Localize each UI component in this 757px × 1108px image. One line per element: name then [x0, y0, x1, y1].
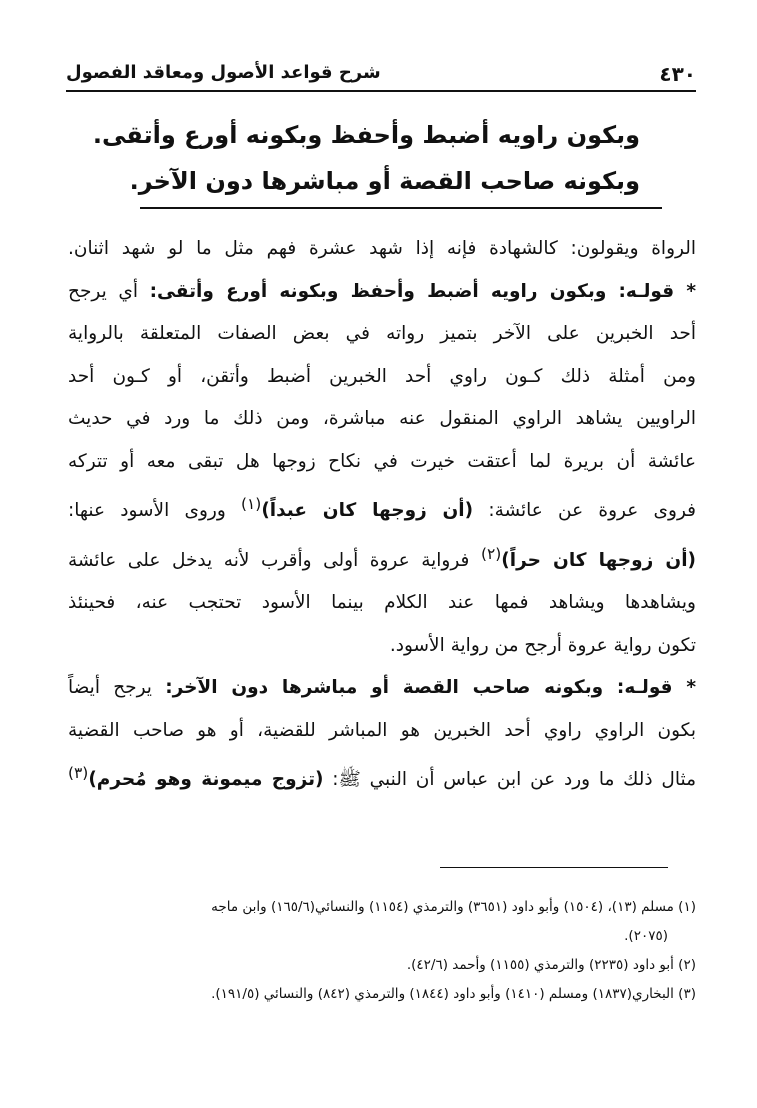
footnote-ref: (٢)	[480, 544, 502, 563]
body-text: تكون رواية عروة أرجح من رواية الأسود.	[389, 634, 696, 656]
footnote: (٢) أبو داود (٢٢٣٥) والترمذي (١١٥٥) وأحمد (٤٢/٦).	[406, 957, 696, 973]
body-text: يرجح أيضاً	[68, 677, 166, 699]
body-text: الرواة ويقولون: كالشهادة فإنه إذا شهد عشرة فهم مثل ما لو شهد اثنان.	[68, 238, 696, 259]
body-text: الراويين يشاهد الراوي المنقول عنه مباشرة، ومن ذلك ما ورد في حديث	[68, 408, 696, 429]
body-line	[68, 441, 696, 484]
matn-line: وبكون راويه أضبط وأحفظ وبكونه أورع وأتقى.	[92, 121, 640, 149]
running-title: شرح قواعد الأصول ومعاقد الفصول	[66, 62, 381, 83]
matn-line: وبكونه صاحب القصة أو مباشرها دون الآخر.	[129, 167, 640, 195]
body-text: فروى عروة عن عائشة:	[473, 500, 696, 522]
body-line	[68, 533, 696, 583]
footnote-continuation: (٢٠٧٥).	[624, 928, 668, 944]
page-number: ٤٣٠	[659, 62, 696, 86]
body-line	[68, 667, 696, 710]
hadith-quote: (أن زوجها كان عبداً)	[261, 500, 474, 522]
hadith-quote: (أن زوجها كان حراً)	[501, 549, 696, 571]
footnotes	[74, 893, 696, 1009]
footnote-ref: (٣)	[68, 764, 89, 783]
body-text: عائشة أن بريرة لما أعتقت خيرت في نكاح زوجها هل تبقى معه أو تتركه	[68, 450, 696, 472]
body-line	[68, 313, 696, 356]
body-line	[68, 483, 696, 533]
body-text: وروى الأسود عنها:	[68, 500, 241, 522]
body-text: فرواية عروة أولى وأقرب لأنه يدخل على عائشة	[68, 549, 481, 571]
quoted-matn: * قولـه: وبكون راويه أضبط وأحفظ وبكونه أورع وأتقى:	[149, 280, 696, 302]
page-header	[66, 62, 696, 92]
body-text: مثال ذلك ما ورد عن ابن عباس أن النبي ﷺ:	[323, 769, 696, 791]
quoted-matn: * قولـه: وبكونه صاحب القصة أو مباشرها دون الآخر:	[165, 677, 697, 699]
footnote: (١) مسلم (١٣)، (١٥٠٤) وأبو داود (٣٦٥١) والترمذي (١١٥٤) والنسائي(١٦٥/٦) وابن ماجه	[211, 899, 696, 915]
body-line	[68, 710, 696, 753]
footnote: (٣) البخاري(١٨٣٧) ومسلم (١٤١٠) وأبو داود (١٨٤٤) والترمذي (٨٤٢) والنسائي (١٩١/٥).	[211, 986, 696, 1002]
body-line	[68, 228, 696, 271]
body-line	[68, 271, 696, 314]
body-line	[68, 752, 696, 802]
body-text: ويشاهدها ويشاهد فمها عند الكلام بينما الأسود تحتجب عنه، فحينئذ	[68, 592, 696, 614]
hadith-quote: (تزوج ميمونة وهو مُحرم)	[88, 769, 324, 791]
matn-divider	[140, 207, 662, 209]
body-line	[68, 625, 696, 668]
body-text: أحد الخبرين على الآخر بتميز رواته في بعض الصفات المتعلقة بالرواية	[68, 323, 696, 344]
body-text: بكون الراوي راوي أحد الخبرين هو المباشر للقضية، أو هو صاحب القضية	[68, 719, 696, 741]
footnote-ref: (١)	[241, 495, 262, 513]
body-text: أي يرجح	[68, 280, 150, 302]
commentary-body	[68, 228, 696, 802]
footnote-divider	[440, 867, 668, 868]
matn-text	[92, 112, 640, 204]
body-line	[68, 398, 696, 441]
body-line	[68, 356, 696, 399]
body-line	[68, 582, 696, 625]
body-text: ومن أمثلة ذلك كـون راوي أحد الخبرين أضبط وأتقن، أو كـون أحد	[68, 365, 696, 387]
header-divider	[66, 90, 696, 92]
